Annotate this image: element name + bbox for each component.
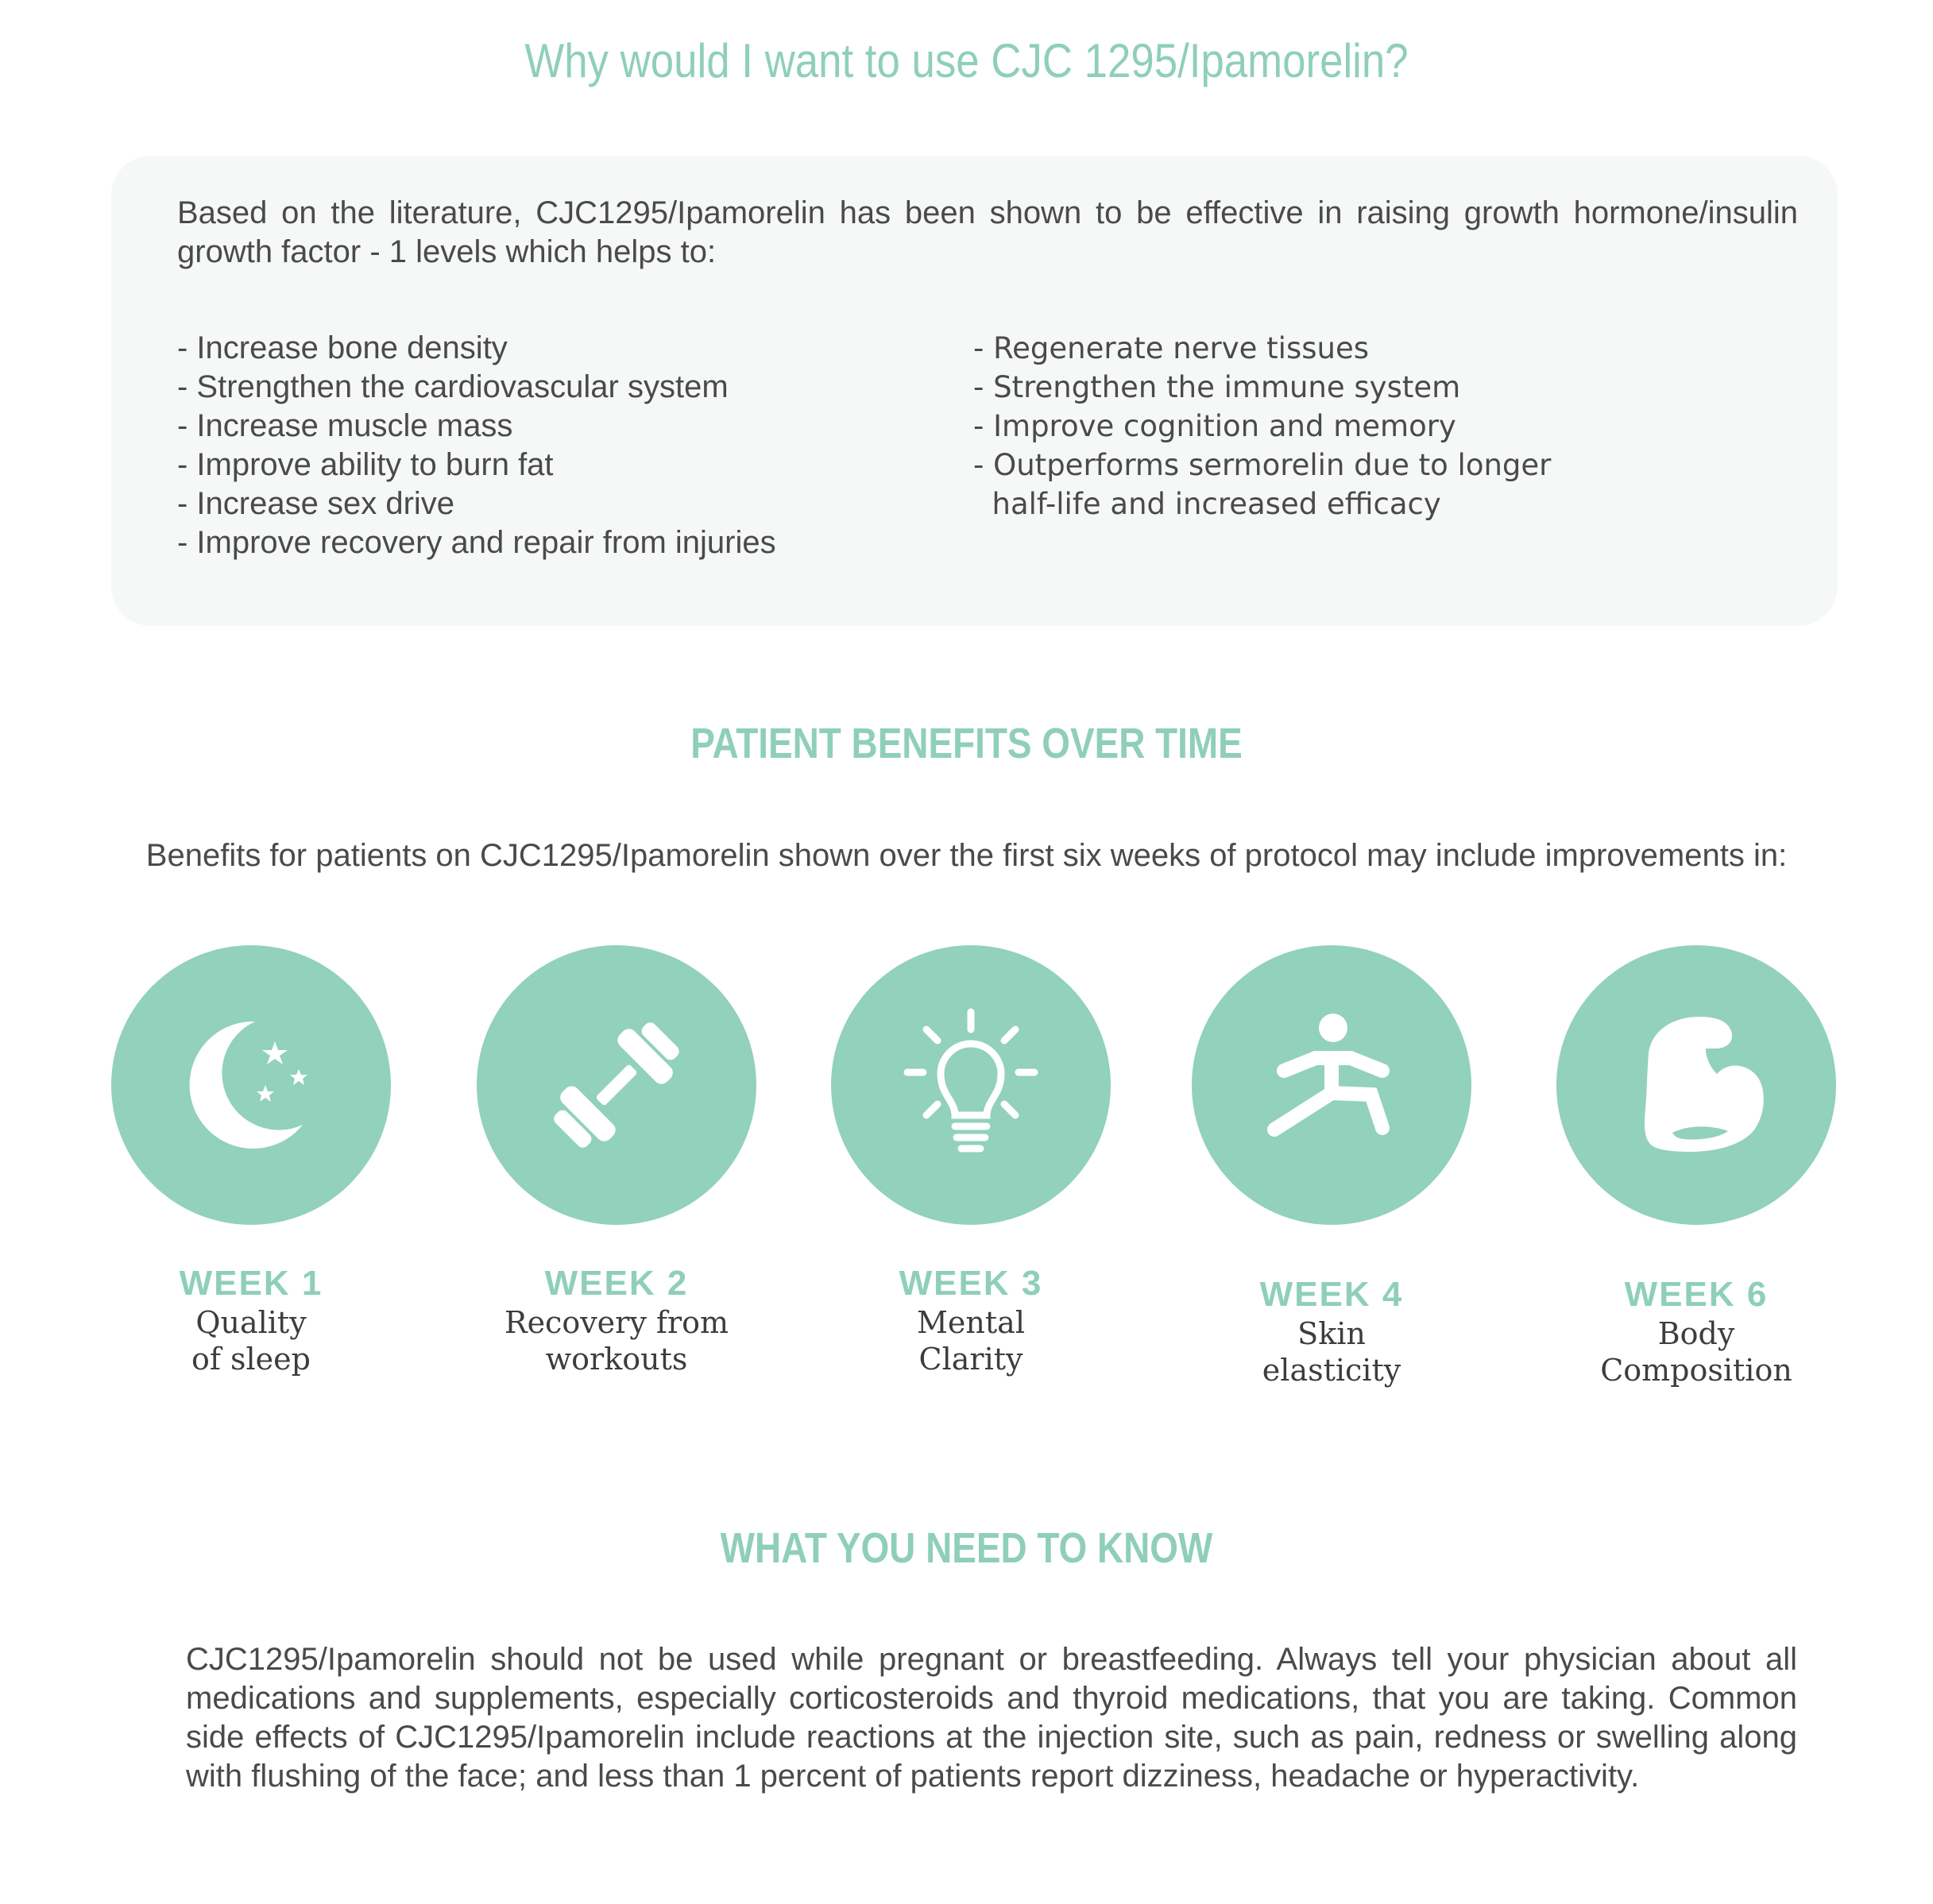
list-item: - Strengthen the immune system bbox=[973, 370, 1461, 404]
section-title-know: WHAT YOU NEED TO KNOW bbox=[720, 1524, 1213, 1572]
week-desc-line: Clarity bbox=[918, 1342, 1023, 1377]
week-label: WEEK 6 bbox=[1624, 1275, 1769, 1314]
week-label: WEEK 4 bbox=[1259, 1275, 1404, 1314]
page-title: Why would I want to use CJC 1295/Ipamorelin? bbox=[524, 34, 1409, 87]
week-desc-line: Mental bbox=[917, 1305, 1025, 1340]
lightbulb-icon bbox=[891, 1006, 1050, 1164]
week-description bbox=[1553, 1315, 1839, 1388]
week-6-circle bbox=[1556, 945, 1836, 1225]
week-desc-line: Composition bbox=[1600, 1353, 1792, 1388]
list-item: - Improve cognition and memory bbox=[973, 409, 1456, 443]
week-desc-line: Recovery from bbox=[504, 1305, 729, 1340]
week-desc-line: workouts bbox=[545, 1342, 688, 1377]
week-3-circle bbox=[831, 945, 1111, 1225]
week-label: WEEK 3 bbox=[899, 1264, 1043, 1303]
week-description bbox=[108, 1304, 394, 1377]
week-description bbox=[474, 1304, 760, 1377]
week-card-2 bbox=[474, 945, 760, 1377]
list-item: - Regenerate nerve tissues bbox=[973, 331, 1369, 365]
warning-text: CJC1295/Ipamorelin should not be used while pregnant or breastfeeding. Always tell your physician about all medications and supplements, especially corticosteroids and thyroid medications, that you are taking. Common side effects of CJC1295/Ipamorelin include reactions at the injection site, such as pain, redness or swelling along with flushing of the face; and less than 1 percent of patients report dizziness, headache or hyperactivity. bbox=[186, 1642, 1797, 1794]
week-1-circle bbox=[111, 945, 391, 1225]
week-card-1 bbox=[108, 945, 394, 1377]
list-item: - Improve recovery and repair from injuries bbox=[177, 525, 776, 560]
list-item: - Increase bone density bbox=[177, 330, 508, 365]
week-card-4 bbox=[1189, 945, 1475, 1388]
list-item: - Increase muscle mass bbox=[177, 408, 513, 443]
week-2-circle bbox=[477, 945, 756, 1225]
week-desc-line: Body bbox=[1657, 1316, 1735, 1351]
week-card-3 bbox=[828, 945, 1114, 1377]
moon-stars-icon bbox=[172, 1006, 331, 1164]
benefits-list-right bbox=[973, 329, 1551, 523]
list-item: - Increase sex drive bbox=[177, 486, 455, 521]
list-item: - Improve ability to burn fat bbox=[177, 447, 554, 482]
week-desc-line: elasticity bbox=[1262, 1353, 1401, 1388]
week-desc-line: of sleep bbox=[191, 1342, 311, 1377]
dumbbell-icon bbox=[537, 1006, 696, 1164]
benefits-list-left bbox=[177, 329, 776, 562]
week-label: WEEK 2 bbox=[544, 1264, 689, 1303]
week-label: WEEK 1 bbox=[179, 1264, 323, 1303]
section-title-benefits: PATIENT BENEFITS OVER TIME bbox=[690, 720, 1243, 767]
list-item: - Outperforms sermorelin due to longer bbox=[973, 448, 1552, 482]
week-description bbox=[828, 1304, 1114, 1377]
benefits-intro: Benefits for patients on CJC1295/Ipamorelin shown over the first six weeks of protocol may include improvements in: bbox=[145, 838, 1788, 873]
week-4-circle bbox=[1192, 945, 1471, 1225]
list-item: - Strengthen the cardiovascular system bbox=[177, 369, 729, 404]
week-desc-line: Quality bbox=[195, 1305, 307, 1340]
intro-text: Based on the literature, CJC1295/Ipamorelin has been shown to be effective in raising growth hormone/insulin growth factor - 1 levels which helps to: bbox=[177, 195, 1798, 269]
flexed-bicep-icon bbox=[1617, 1006, 1776, 1164]
week-description bbox=[1189, 1315, 1475, 1388]
week-desc-line: Skin bbox=[1297, 1316, 1366, 1351]
stretching-person-icon bbox=[1252, 1006, 1411, 1164]
info-box bbox=[111, 156, 1838, 626]
list-item: half-life and increased efficacy bbox=[973, 487, 1441, 521]
week-card-6 bbox=[1553, 945, 1839, 1388]
